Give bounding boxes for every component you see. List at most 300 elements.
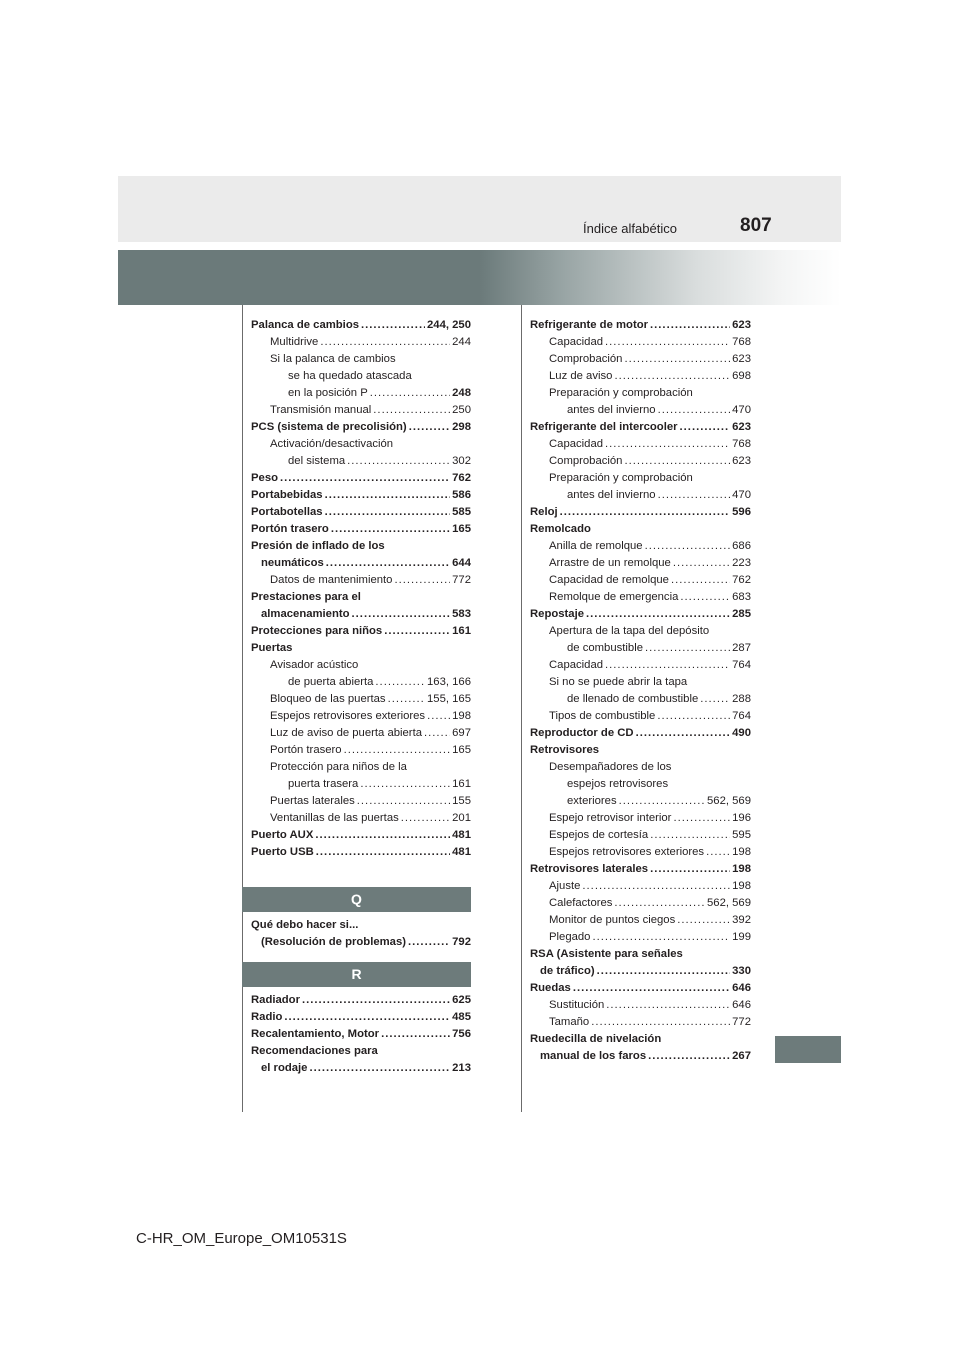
index-entry-page[interactable]: 199	[732, 931, 751, 943]
index-entry-term: Puerto AUX	[251, 829, 314, 841]
index-entry-term: Luz de aviso	[549, 370, 613, 382]
index-entry-term: Protección para niños de la	[270, 761, 407, 773]
dot-leader	[325, 504, 451, 521]
index-entry-page[interactable]: 596	[732, 506, 751, 518]
index-entry	[251, 917, 471, 934]
index-entry-page[interactable]: 302	[452, 455, 471, 467]
index-entry	[530, 436, 751, 453]
index-entry	[530, 810, 751, 827]
index-entry-term: Tipos de combustible	[549, 710, 656, 722]
index-entry	[251, 623, 471, 640]
index-entry-term: Capacidad	[549, 659, 604, 671]
index-entry	[530, 708, 751, 725]
dot-leader	[427, 708, 450, 725]
index-entry	[530, 691, 751, 708]
index-entry	[530, 1031, 751, 1048]
chapter-side-tab	[775, 1036, 841, 1063]
index-entry-page[interactable]: 644	[452, 557, 471, 569]
index-entry-term: Ruedas	[530, 982, 571, 994]
index-entry-term: antes del invierno	[567, 489, 656, 501]
index-entry-term: Portabebidas	[251, 489, 323, 501]
index-entry	[251, 606, 471, 623]
index-entry-term: Espejos de cortesía	[549, 829, 649, 841]
index-entry	[251, 589, 471, 606]
index-entry-page[interactable]: 163, 166	[427, 676, 471, 688]
index-entry-term: neumáticos	[261, 557, 324, 569]
dot-leader	[370, 385, 450, 402]
index-entry	[530, 504, 751, 521]
dot-leader	[373, 402, 450, 419]
dot-leader	[394, 572, 450, 589]
index-entry	[530, 1014, 751, 1031]
column-divider-left	[242, 305, 243, 1112]
index-entry-page[interactable]: 764	[732, 659, 751, 671]
index-entry	[251, 725, 471, 742]
dot-leader	[671, 572, 730, 589]
index-entry	[530, 742, 751, 759]
dot-leader	[650, 861, 730, 878]
index-entry	[530, 453, 751, 470]
index-entry-page[interactable]: 267	[732, 1050, 751, 1062]
index-entry-page[interactable]: 165	[452, 744, 471, 756]
index-entry-page[interactable]: 623	[732, 455, 751, 467]
dot-leader	[401, 810, 450, 827]
dot-leader	[597, 963, 731, 980]
index-entry-page[interactable]: 586	[452, 489, 471, 501]
index-entry-term: Remolcado	[530, 523, 591, 535]
index-entry-term: Tamaño	[549, 1016, 590, 1028]
dot-leader	[673, 555, 730, 572]
index-entry-page[interactable]: 762	[732, 574, 751, 586]
index-entry-term: Comprobación	[549, 353, 623, 365]
index-entry	[530, 623, 751, 640]
index-entry-term: Peso	[251, 472, 279, 484]
dot-leader	[605, 334, 730, 351]
index-entry-page[interactable]: 285	[732, 608, 751, 620]
letter-header-q: Q	[242, 887, 471, 912]
index-entry-page[interactable]: 625	[452, 994, 471, 1006]
dot-leader	[673, 810, 730, 827]
index-entry-page[interactable]: 646	[732, 999, 751, 1011]
index-entry-term: Bloqueo de las puertas	[270, 693, 386, 705]
index-entry-page[interactable]: 288	[732, 693, 751, 705]
dot-leader	[586, 606, 730, 623]
index-entry	[530, 572, 751, 589]
index-entry-term: Recalentamiento, Motor	[251, 1028, 380, 1040]
dot-leader	[677, 912, 730, 929]
dot-leader	[605, 436, 730, 453]
dot-leader	[357, 793, 450, 810]
index-entry-page[interactable]: 768	[732, 336, 751, 348]
dot-leader	[315, 827, 450, 844]
index-entry-page[interactable]: 248	[452, 387, 471, 399]
index-entry	[530, 657, 751, 674]
index-entry-page[interactable]: 244	[452, 336, 471, 348]
index-entry-term: Prestaciones para el	[251, 591, 361, 603]
index-entry	[530, 861, 751, 878]
index-entry-term: Portón trasero	[251, 523, 329, 535]
index-entry-page[interactable]: 481	[452, 846, 471, 858]
index-entry	[530, 793, 751, 810]
index-entry	[251, 453, 471, 470]
index-entry-page[interactable]: 198	[732, 863, 751, 875]
index-entry	[251, 317, 471, 334]
index-entry-term: de puerta abierta	[288, 676, 374, 688]
index-entry-term: Si la palanca de cambios	[270, 353, 396, 365]
index-entry-page[interactable]: 470	[732, 404, 751, 416]
index-entry-page[interactable]: 198	[732, 880, 751, 892]
index-entry	[530, 1048, 751, 1065]
index-entry-page[interactable]: 481	[452, 829, 471, 841]
index-entry-term: Ventanillas de las puertas	[270, 812, 399, 824]
dot-leader	[325, 487, 451, 504]
index-entry-term: Retrovisores	[530, 744, 600, 756]
index-entry	[530, 980, 751, 997]
index-entry	[530, 963, 751, 980]
index-entry-page[interactable]: 392	[732, 914, 751, 926]
index-entry	[530, 317, 751, 334]
index-entry-page[interactable]: 585	[452, 506, 471, 518]
dot-leader	[658, 402, 731, 419]
index-entry-page[interactable]: 287	[732, 642, 751, 654]
index-entry-term: antes del invierno	[567, 404, 656, 416]
index-entry-term: Anilla de remolque	[549, 540, 643, 552]
index-entry-term: Refrigerante del intercooler	[530, 421, 678, 433]
dot-leader	[320, 334, 450, 351]
dot-leader	[284, 1009, 450, 1026]
index-entry	[530, 674, 751, 691]
index-entry-term: Puertas laterales	[270, 795, 355, 807]
index-entry	[251, 1060, 471, 1077]
index-entry-page[interactable]: 686	[732, 540, 751, 552]
dot-leader	[614, 895, 705, 912]
dot-leader	[384, 623, 450, 640]
index-entry-term: Calefactores	[549, 897, 613, 909]
index-column-right	[530, 317, 751, 1065]
index-entry-page[interactable]: 485	[452, 1011, 471, 1023]
dot-leader	[614, 368, 730, 385]
index-entry-term: Arrastre de un remolque	[549, 557, 671, 569]
index-entry-term: Espejo retrovisor interior	[549, 812, 672, 824]
section-banner	[118, 250, 841, 305]
index-entry-term: (Resolución de problemas)	[261, 936, 407, 948]
index-entry-page[interactable]: 562, 569	[707, 795, 751, 807]
index-entry-page[interactable]: 213	[452, 1062, 471, 1074]
index-entry	[251, 742, 471, 759]
index-entry-page[interactable]: 161	[452, 625, 471, 637]
index-entry-page[interactable]: 623	[732, 319, 751, 331]
index-entry-page[interactable]: 155	[452, 795, 471, 807]
index-entry	[530, 385, 751, 402]
index-entry-page[interactable]: 772	[732, 1016, 751, 1028]
index-entry-term: RSA (Asistente para señales	[530, 948, 683, 960]
dot-leader	[605, 657, 730, 674]
letter-header-r: R	[242, 962, 471, 987]
dot-leader	[344, 742, 451, 759]
dot-leader	[347, 453, 450, 470]
index-entry	[530, 470, 751, 487]
index-entry-term: de combustible	[567, 642, 643, 654]
dot-leader	[680, 419, 731, 436]
index-entry-term: Comprobación	[549, 455, 623, 467]
index-entry-term: de tráfico)	[540, 965, 595, 977]
dot-leader	[375, 674, 425, 691]
dot-leader	[591, 1014, 730, 1031]
index-entry	[251, 368, 471, 385]
index-entry	[251, 640, 471, 657]
dot-leader	[408, 934, 450, 951]
index-entry	[251, 504, 471, 521]
index-entry	[530, 776, 751, 793]
document-code: C-HR_OM_Europe_OM10531S	[136, 1230, 347, 1247]
column-divider-right	[521, 305, 522, 1112]
index-entry-term: en la posición P	[288, 387, 368, 399]
index-entry-page[interactable]: 646	[732, 982, 751, 994]
index-entry-page[interactable]: 792	[452, 936, 471, 948]
index-entry	[530, 606, 751, 623]
index-entry-page[interactable]: 764	[732, 710, 751, 722]
index-entry-term: se ha quedado atascada	[288, 370, 412, 382]
index-entry	[251, 1043, 471, 1060]
index-entry	[251, 334, 471, 351]
dot-leader	[657, 708, 730, 725]
dot-leader	[361, 317, 425, 334]
dot-leader	[582, 878, 730, 895]
page-title: Índice alfabético	[583, 221, 677, 236]
index-entry-term: Transmisión manual	[270, 404, 372, 416]
dot-leader	[636, 725, 731, 742]
index-entry-term: Capacidad de remolque	[549, 574, 669, 586]
index-entry-term: Puerto USB	[251, 846, 314, 858]
index-entry-term: Repostaje	[530, 608, 584, 620]
index-group-r	[251, 992, 471, 1077]
index-entry	[530, 334, 751, 351]
index-entry-term: exteriores	[567, 795, 617, 807]
index-entry-page[interactable]: 298	[452, 421, 471, 433]
index-entry	[530, 725, 751, 742]
index-entry-page[interactable]: 583	[452, 608, 471, 620]
dot-leader	[624, 453, 730, 470]
index-entry-page[interactable]: 201	[452, 812, 471, 824]
index-group-p	[251, 317, 471, 861]
index-group-r-continued	[530, 317, 751, 1065]
index-entry	[530, 912, 751, 929]
index-entry	[251, 934, 471, 951]
index-entry-term: Ajuste	[549, 880, 581, 892]
index-entry-term: Avisador acústico	[270, 659, 359, 671]
index-entry	[251, 793, 471, 810]
index-entry	[251, 572, 471, 589]
index-entry-term: Radio	[251, 1011, 283, 1023]
index-entry-page[interactable]: 562, 569	[707, 897, 751, 909]
dot-leader	[648, 1048, 730, 1065]
index-entry-term: Puertas	[251, 642, 293, 654]
index-entry-term: de llenado de combustible	[567, 693, 699, 705]
dot-leader	[619, 793, 705, 810]
index-entry	[530, 844, 751, 861]
index-entry-page[interactable]: 470	[732, 489, 751, 501]
index-entry-term: Portabotellas	[251, 506, 323, 518]
index-entry	[530, 402, 751, 419]
index-entry-term: Protecciones para niños	[251, 625, 383, 637]
dot-leader	[309, 1060, 450, 1077]
dot-leader	[381, 1026, 450, 1043]
index-entry-page[interactable]: 250	[452, 404, 471, 416]
index-entry-term: Capacidad	[549, 438, 604, 450]
index-entry	[251, 487, 471, 504]
index-entry	[530, 640, 751, 657]
index-entry	[251, 1026, 471, 1043]
index-entry	[251, 351, 471, 368]
index-entry-term: el rodaje	[261, 1062, 308, 1074]
index-entry-page[interactable]: 155, 165	[427, 693, 471, 705]
index-entry	[251, 827, 471, 844]
index-entry-term: Multidrive	[270, 336, 319, 348]
index-entry-term: Radiador	[251, 994, 300, 1006]
index-entry-page[interactable]: 595	[732, 829, 751, 841]
index-entry-page[interactable]: 756	[452, 1028, 471, 1040]
index-entry	[251, 759, 471, 776]
index-group-q	[251, 917, 471, 951]
index-entry-term: puerta trasera	[288, 778, 359, 790]
index-entry	[530, 589, 751, 606]
index-entry	[530, 997, 751, 1014]
index-entry-term: Presión de inflado de los	[251, 540, 385, 552]
index-entry-page[interactable]: 697	[452, 727, 471, 739]
index-entry-term: almacenamiento	[261, 608, 350, 620]
index-entry-page[interactable]: 762	[452, 472, 471, 484]
index-entry-term: Palanca de cambios	[251, 319, 359, 331]
index-entry-term: Sustitución	[549, 999, 605, 1011]
index-entry	[251, 555, 471, 572]
header-band	[118, 176, 841, 242]
dot-leader	[658, 487, 731, 504]
dot-leader	[706, 844, 730, 861]
index-entry-page[interactable]: 623	[732, 421, 751, 433]
index-entry-term: Desempañadores de los	[549, 761, 672, 773]
index-entry-page[interactable]: 198	[452, 710, 471, 722]
index-entry-term: Qué debo hacer si...	[251, 919, 359, 931]
index-entry-page[interactable]: 165	[452, 523, 471, 535]
index-entry-term: Reproductor de CD	[530, 727, 634, 739]
dot-leader	[360, 776, 450, 793]
index-entry-term: Monitor de puntos ciegos	[549, 914, 676, 926]
dot-leader	[700, 691, 730, 708]
index-entry	[530, 946, 751, 963]
dot-leader	[302, 992, 450, 1009]
dot-leader	[316, 844, 450, 861]
index-entry-term: Portón trasero	[270, 744, 342, 756]
index-entry	[251, 521, 471, 538]
index-entry-term: Espejos retrovisores exteriores	[270, 710, 426, 722]
index-entry-page[interactable]: 196	[732, 812, 751, 824]
index-entry	[251, 538, 471, 555]
index-entry	[251, 708, 471, 725]
index-entry	[251, 385, 471, 402]
index-column-left	[251, 317, 471, 1077]
index-entry-page[interactable]: 198	[732, 846, 751, 858]
index-entry	[251, 1009, 471, 1026]
index-entry	[530, 555, 751, 572]
index-entry-term: Espejos retrovisores exteriores	[549, 846, 705, 858]
index-entry	[251, 992, 471, 1009]
index-entry	[251, 470, 471, 487]
dot-leader	[388, 691, 425, 708]
index-entry	[530, 368, 751, 385]
index-entry-term: Plegado	[549, 931, 591, 943]
index-entry-page[interactable]: 768	[732, 438, 751, 450]
index-entry	[251, 402, 471, 419]
index-entry-page[interactable]: 623	[732, 353, 751, 365]
index-entry	[530, 351, 751, 368]
index-entry-term: Retrovisores laterales	[530, 863, 649, 875]
dot-leader	[624, 351, 730, 368]
page-number: 807	[740, 215, 772, 236]
index-entry-term: Remolque de emergencia	[549, 591, 679, 603]
index-entry-page[interactable]: 330	[732, 965, 751, 977]
index-entry-term: Activación/desactivación	[270, 438, 394, 450]
dot-leader	[409, 419, 450, 436]
index-entry	[530, 538, 751, 555]
index-entry-page[interactable]: 490	[732, 727, 751, 739]
index-entry-term: Recomendaciones para	[251, 1045, 378, 1057]
dot-leader	[650, 827, 730, 844]
index-entry-term: Ruedecilla de nivelación	[530, 1033, 662, 1045]
dot-leader	[592, 929, 730, 946]
index-entry	[251, 810, 471, 827]
index-entry	[530, 521, 751, 538]
dot-leader	[331, 521, 450, 538]
index-entry	[251, 674, 471, 691]
index-entry	[251, 844, 471, 861]
index-entry	[530, 487, 751, 504]
index-entry-term: del sistema	[288, 455, 346, 467]
dot-leader	[560, 504, 731, 521]
index-entry	[251, 776, 471, 793]
index-entry-page[interactable]: 223	[732, 557, 751, 569]
index-entry-term: Luz de aviso de puerta abierta	[270, 727, 422, 739]
dot-leader	[326, 555, 450, 572]
index-entry-page[interactable]: 698	[732, 370, 751, 382]
dot-leader	[680, 589, 730, 606]
dot-leader	[573, 980, 730, 997]
index-entry-page[interactable]: 772	[452, 574, 471, 586]
index-entry-term: Preparación y comprobación	[549, 387, 693, 399]
index-entry	[251, 657, 471, 674]
index-entry-term: Apertura de la tapa del depósito	[549, 625, 710, 637]
index-entry	[530, 419, 751, 436]
index-entry-page[interactable]: 161	[452, 778, 471, 790]
index-entry-term: manual de los faros	[540, 1050, 647, 1062]
index-entry	[530, 878, 751, 895]
index-entry-term: Si no se puede abrir la tapa	[549, 676, 688, 688]
index-entry-term: Capacidad	[549, 336, 604, 348]
index-entry	[530, 929, 751, 946]
index-entry-page[interactable]: 683	[732, 591, 751, 603]
index-entry	[530, 827, 751, 844]
dot-leader	[645, 640, 730, 657]
dot-leader	[606, 997, 730, 1014]
index-entry	[530, 759, 751, 776]
index-entry	[251, 436, 471, 453]
index-entry	[530, 895, 751, 912]
index-entry	[251, 691, 471, 708]
dot-leader	[280, 470, 450, 487]
index-entry	[251, 419, 471, 436]
dot-leader	[650, 317, 730, 334]
index-entry-page[interactable]: 244, 250	[427, 319, 471, 331]
dot-leader	[645, 538, 731, 555]
